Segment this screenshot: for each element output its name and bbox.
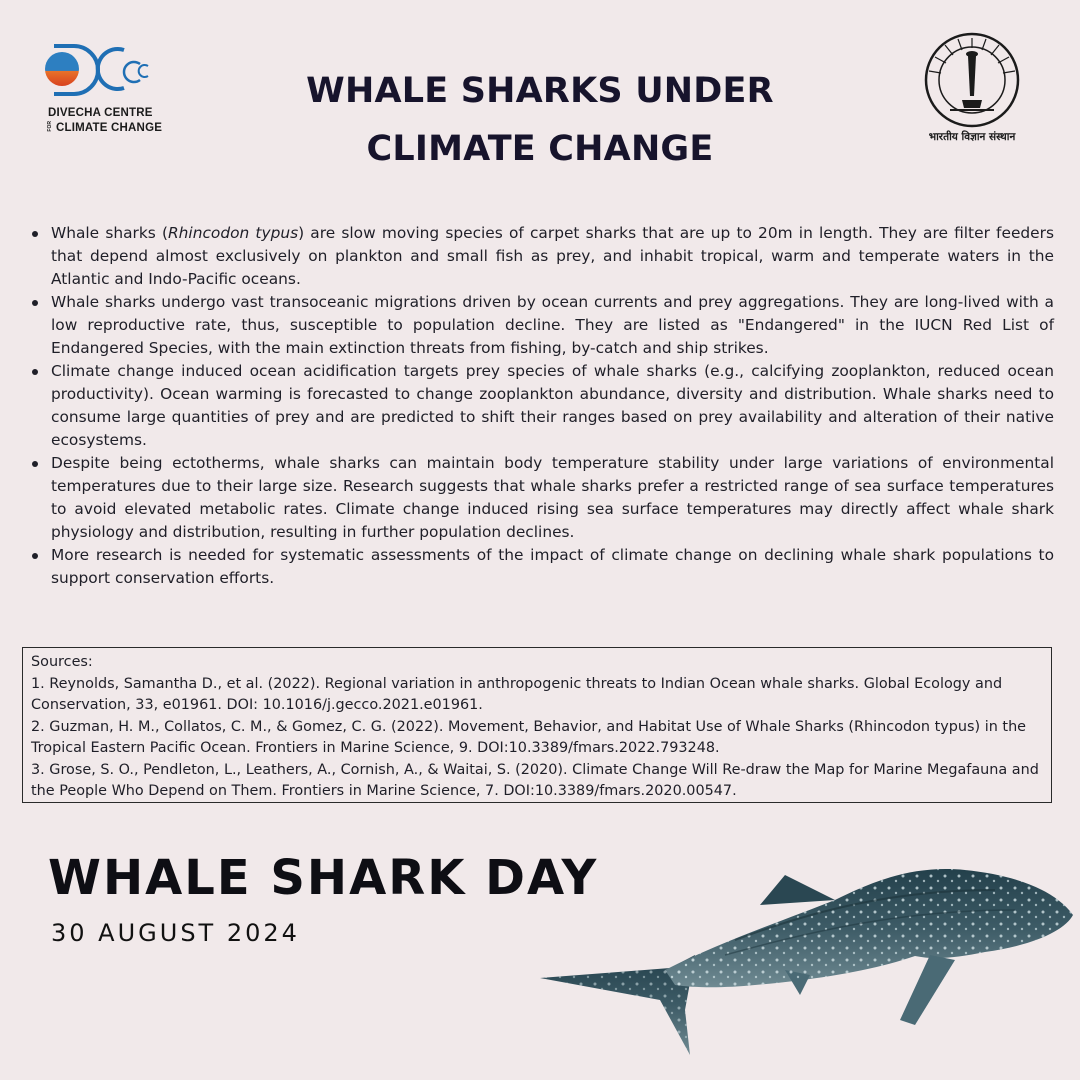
source-item: 1. Reynolds, Samantha D., et al. (2022). Regional variation in anthropogenic threats to Indian Ocean whale sharks. Global Ecology and Conservation, 33, e01961. DOI: 10.1016/j.gecco.2021.e01961.: [31, 675, 1003, 713]
page-title-line2: CLIMATE CHANGE: [366, 129, 714, 169]
page-title-line1: WHALE SHARKS UNDER: [306, 71, 774, 111]
event-title: WHALE SHARK DAY: [48, 850, 599, 906]
species-name: Rhincodon typus: [167, 224, 299, 242]
dcc-logo: [40, 36, 163, 136]
list-item: [27, 222, 1054, 291]
list-item: Despite being ectotherms, whale sharks can maintain body temperature stability under large variations of environmental temperatures due to their large size. Research suggests that whale sharks prefer a restricted range of sea surface temperatures to avoid elevated metabolic rates. Climate change induced rising sea surface temperatures may directly affect whale shark physiology and distribution, resulting in further population declines.: [27, 452, 1054, 544]
org-name-for: FOR: [47, 121, 53, 132]
event-date: 30 AUGUST 2024: [51, 919, 300, 947]
iisc-seal-icon: [910, 30, 1034, 130]
sources-heading: Sources:: [31, 654, 93, 670]
list-item: More research is needed for systematic assessments of the impact of climate change on declining whale shark populations to support conservation efforts.: [27, 544, 1054, 590]
org-name-line2: CLIMATE CHANGE: [56, 122, 163, 134]
org-name-line1: DIVECHA CENTRE: [48, 107, 153, 119]
whale-shark-icon: [535, 860, 1075, 1070]
source-item: 2. Guzman, H. M., Collatos, C. M., & Gomez, C. G. (2022). Movement, Behavior, and Habitat Use of Whale Sharks (Rhincodon typus) in the Tropical Eastern Pacific Ocean. Frontiers in Marine Science, 9. DOI:10.3389/fmars.2022.793248.: [31, 718, 1027, 756]
source-item: 3. Grose, S. O., Pendleton, L., Leathers, A., Cornish, A., & Waitai, S. (2020). Climate Change Will Re-draw the Map for Marine Megafauna and the People Who Depend on Them. Frontiers in Marine Science, 7. DOI:10.3389/fmars.2020.00547.: [31, 761, 1039, 799]
list-item: Climate change induced ocean acidification targets prey species of whale sharks (e.g., calcifying zooplankton, reduced ocean productivity). Ocean warming is forecasted to change zooplankton abundance, diversity and distribution. Whale sharks need to consume large quantities of prey and are predicted to shift their ranges based on prey availability and alteration of their native ecosystems.: [27, 360, 1054, 452]
sources-box: [22, 647, 1052, 803]
dcc-logo-icon: [40, 36, 160, 106]
whale-shark-illustration: [535, 860, 1075, 1070]
page-title: [240, 62, 840, 178]
bullet-text-post: ) are slow moving species of carpet sharks that are up to 20m in length. They are filter feeders that depend almost exclusively on plankton and small fish as prey, and inhabit tropical, warm and temperate waters in the Atlantic and Indo-Pacific oceans.: [51, 224, 1055, 288]
iisc-hindi-name: भारतीय विज्ञान संस्थान: [928, 131, 1016, 143]
iisc-logo: [910, 30, 1034, 148]
key-facts-list: [27, 222, 1054, 590]
list-item: Whale sharks undergo vast transoceanic migrations driven by ocean currents and prey aggregations. They are long-lived with a low reproductive rate, thus, susceptible to population decline. They are listed as "Endangered" in the IUCN Red List of Endangered Species, with the main extinction threats from fishing, by-catch and ship strikes.: [27, 291, 1054, 360]
bullet-text-pre: Whale sharks (: [51, 224, 168, 242]
